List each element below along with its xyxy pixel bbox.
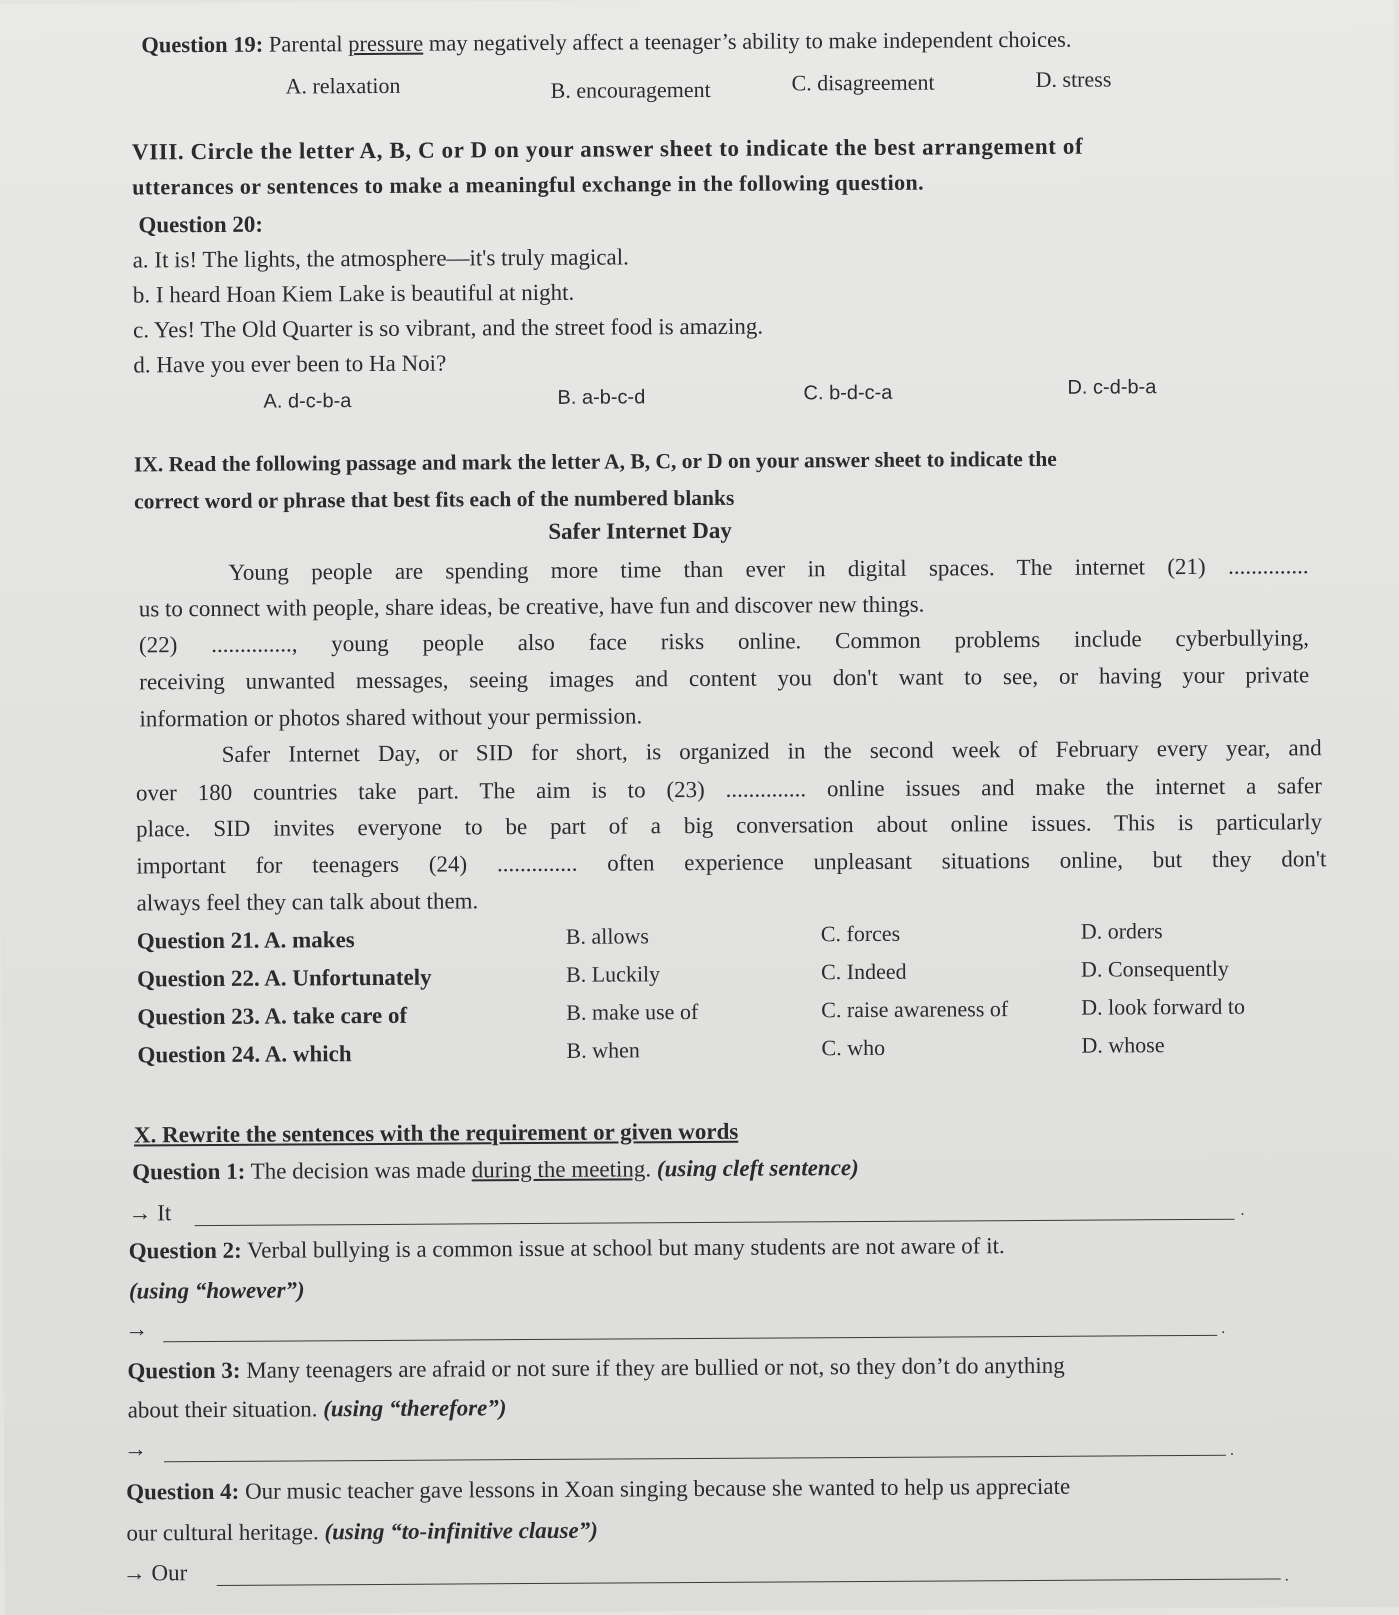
rewrite-q2-answer-line[interactable] (163, 1335, 1217, 1342)
rewrite-q4-end: . (1284, 1567, 1289, 1585)
rewrite-q3-answer-prefix: → (123, 1436, 147, 1462)
rewrite-q1-end: . (1240, 1201, 1245, 1219)
rewrite-q2-answer-prefix: → (125, 1316, 149, 1342)
rewrite-q2-end: . (1221, 1319, 1226, 1337)
rewrite-q3-answer-line[interactable] (164, 1455, 1226, 1462)
rewrite-q4-text-line2: our cultural heritage. (126, 1519, 325, 1546)
q23-option-a (137, 1002, 407, 1032)
q20-label: Question 20: (138, 211, 264, 238)
q20-item-d: d. Have you ever been to Ha Noi? (133, 350, 447, 378)
passage-line-8: place. SID invites everyone to be part of a big conversation about online issues. This is particularly (136, 809, 1323, 842)
rewrite-q3-text-line1: Many teenagers are afraid or not sure if they are bullied or not, so they don’t do anything (240, 1352, 1065, 1383)
q22-option-d: D. Consequently (1080, 955, 1229, 982)
q19-option-a: A. relaxation (285, 72, 401, 99)
q23-label: Question 23. A. take care of (137, 1002, 408, 1030)
q20-item-c: c. Yes! The Old Quarter is so vibrant, and the street food is amazing. (133, 313, 764, 343)
rewrite-q1-label: Question 1: (132, 1158, 246, 1185)
q20-option-d: D. c-d-b-a (1067, 376, 1157, 399)
q19-option-d: D. stress (1035, 66, 1112, 92)
rewrite-q4-question-line1 (126, 1473, 1070, 1507)
rewrite-q2-label: Question 2: (128, 1237, 242, 1264)
passage-line-5: information or photos shared without your permission. (139, 703, 643, 732)
rewrite-q4-text-line1: Our music teacher gave lessons in Xoan singing because she wanted to help us appreciate (239, 1473, 1071, 1504)
rewrite-q4-question-line2 (126, 1517, 598, 1548)
rewrite-q2-text: Verbal bullying is a common issue at school but many students are not aware of it. (241, 1233, 1005, 1263)
q24-label: Question 24. A. which (137, 1041, 352, 1068)
passage-line-3: (22) .............., young people also face risks online. Common problems include cyberbullying, (138, 625, 1310, 658)
q19-text-before: Parental (268, 31, 349, 57)
rewrite-q1-instruction: (using cleft sentence) (656, 1155, 859, 1182)
q19-underlined-word: pressure (348, 30, 424, 57)
q21-option-a (137, 926, 355, 955)
q20-option-b: B. a-b-c-d (557, 386, 646, 409)
q22-label: Question 22. A. Unfortunately (136, 964, 432, 992)
rewrite-q4-answer-line[interactable] (217, 1578, 1281, 1585)
q24-option-a (137, 1040, 351, 1069)
rewrite-q1-text-after: . (645, 1156, 657, 1182)
passage-line-10: always feel they can talk about them. (136, 888, 479, 916)
passage-line-2: us to connect with people, share ideas, be creative, have fun and discover new things. (138, 591, 925, 622)
passage-title: Safer Internet Day (548, 517, 732, 544)
q19-label: Question 19: (141, 31, 264, 58)
passage-line-4: receiving unwanted messages, seeing images and content you don't want to see, or having your private (139, 662, 1310, 695)
q21-option-c: C. forces (820, 920, 901, 947)
q23-option-c: C. raise awareness of (821, 996, 1009, 1023)
q21-label: Question 21. A. makes (136, 927, 355, 954)
q24-option-d: D. whose (1081, 1032, 1165, 1058)
rewrite-q3-end: . (1229, 1441, 1235, 1459)
q20-option-c: C. b-d-c-a (803, 381, 893, 405)
section9-heading-line2: correct word or phrase that best fits each of the numbered blanks (134, 485, 735, 514)
q22-option-b: B. Luckily (565, 961, 661, 987)
rewrite-q1-question (132, 1154, 859, 1186)
rewrite-q3-text-line2: about their situation. (127, 1396, 324, 1423)
rewrite-q1-text-before: The decision was made (245, 1157, 472, 1184)
rewrite-q4-label: Question 4: (126, 1478, 240, 1505)
q20-item-b: b. I heard Hoan Kiem Lake is beautiful at night. (132, 279, 575, 308)
rewrite-q3-label: Question 3: (127, 1357, 241, 1384)
passage-line-9: important for teenagers (24) .............. often experience unpleasant situations online, but they don't (136, 846, 1327, 879)
q23-option-b: B. make use of (566, 999, 699, 1025)
q21-option-d: D. orders (1080, 918, 1163, 944)
passage-line-1: Young people are spending more time than ever in digital spaces. The internet (21) .............. (228, 553, 1309, 585)
passage-line-7: over 180 countries take part. The aim is to (23) .............. online issues and make the internet a safer (135, 773, 1322, 806)
rewrite-q1-answer-prefix: → It (128, 1200, 172, 1226)
q24-option-b: B. when (566, 1037, 640, 1063)
q20-option-a: A. d-c-b-a (263, 390, 352, 413)
passage-line-6: Safer Internet Day, or SID for short, is organized in the second week of February every year, and (221, 735, 1322, 767)
q19-text-after: may negatively affect a teenager’s ability to make independent choices. (423, 26, 1072, 56)
q20-item-a: a. It is! The lights, the atmosphere—it's truly magical. (132, 244, 629, 273)
section8-heading-line2: utterances or sentences to make a meaningful exchange in the following question. (132, 169, 925, 200)
rewrite-q4-answer-prefix: → Our (122, 1560, 188, 1586)
rewrite-q3-question-line2 (128, 1394, 507, 1424)
rewrite-q1-underlined: during the meeting (471, 1156, 646, 1183)
q19-option-c: C. disagreement (791, 69, 935, 96)
q22-option-c: C. Indeed (820, 958, 907, 985)
rewrite-q4-instruction: (using “to-infinitive clause”) (324, 1517, 598, 1545)
q21-option-b: B. allows (565, 923, 649, 949)
rewrite-q3-instruction: (using “therefore”) (323, 1395, 507, 1422)
rewrite-q2-question (129, 1232, 1005, 1265)
section10-heading: X. Rewrite the sentences with the requirement or given words (133, 1118, 739, 1148)
rewrite-q3-question-line1 (127, 1352, 1064, 1386)
rewrite-q1-answer-line[interactable] (195, 1219, 1235, 1226)
q19-option-b: B. encouragement (550, 76, 711, 103)
q22-option-a (137, 964, 432, 994)
rewrite-q2-instruction: (using “however”) (128, 1277, 305, 1304)
q23-option-d: D. look forward to (1081, 993, 1246, 1020)
section8-heading-line1: VIII. Circle the letter A, B, C or D on your answer sheet to indicate the best arrangement of (131, 133, 1084, 165)
q24-option-c: C. who (821, 1034, 886, 1061)
q19-question (141, 26, 1071, 60)
section9-heading-line1: IX. Read the following passage and mark the letter A, B, C, or D on your answer sheet to indicate the (133, 446, 1057, 477)
